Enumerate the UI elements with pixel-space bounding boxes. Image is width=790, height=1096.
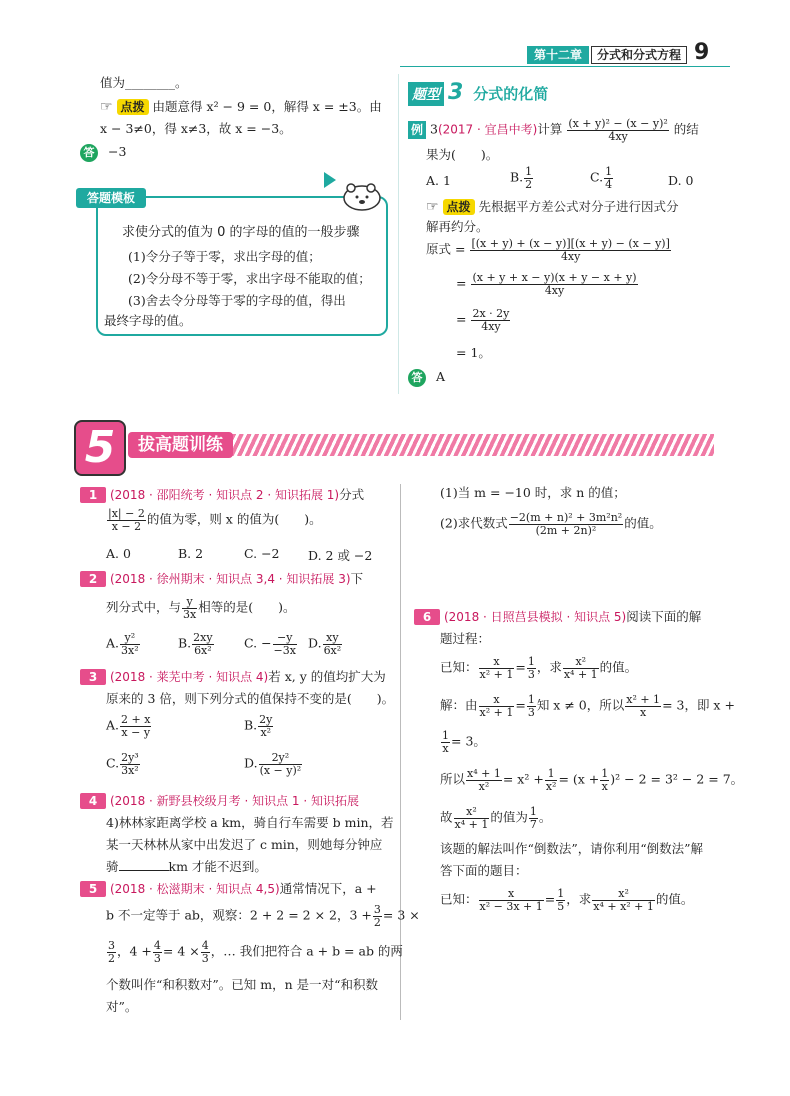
type3-answer-value: A [435, 369, 446, 384]
column-divider-top [398, 74, 399, 394]
example-number: 3 [430, 121, 438, 137]
q6-line-8: 该题的解法叫作“倒数法”，请你利用“倒数法”解 [440, 841, 704, 856]
example-option-d: D. 0 [668, 173, 694, 188]
example-label: 例 [408, 121, 426, 139]
q3-option-b: B. $\frac{2y}{\text{x²}}$ [244, 713, 273, 739]
q6-line-7: 故 $\frac{\text{x²}}{\text{x⁴ + 1}}$ 的值为 $\frac{1}{7}$ 。 [440, 805, 552, 831]
type3-answer-line [408, 368, 445, 387]
q2-option-d: D. $\frac{xy}{\text{6x²}}$ [308, 631, 342, 657]
banner-stripes [224, 434, 714, 456]
example-text: 计算 [537, 121, 563, 137]
q6-line-5: $\frac{1}{x}$ = 3。 [442, 729, 486, 755]
q5-number: 5 [80, 881, 106, 897]
type3-label: 题型 [408, 82, 444, 106]
q6-number: 6 [414, 609, 440, 625]
template-step-1: (1)令分子等于零，求出字母的值； [128, 249, 321, 264]
type3-header [408, 80, 548, 106]
triangle-decoration-icon [322, 170, 338, 193]
answer-badge: 答 [80, 144, 98, 162]
q5-line-2: b 不一定等于 ab，观察：2 + 2 = 2 × 2，3 + $\frac{3}{2}$ = 3 × [106, 903, 420, 929]
section-banner [74, 420, 714, 476]
q3-option-d: D. $\frac{\text{2y²}}{\text{(x − y)²}}$ [244, 751, 302, 777]
q1-source: (2018 · 邵阳统考 · 知识点 2 · 知识拓展 1) [109, 488, 340, 502]
q4-source: (2018 · 新野县校级月考 · 知识点 1 · 知识拓展 [109, 794, 359, 808]
hint-badge: 点拨 [117, 99, 149, 115]
q2-line-1: 2 (2018 · 徐州期末 · 知识点 3,4 · 知识拓展 3)下 [80, 570, 363, 588]
q3-line-2: 原来的 3 倍，则下列分式的值保持不变的是( )。 [106, 691, 395, 706]
pointing-hand-icon: ☞ [426, 199, 439, 215]
example-source: (2017 · 宜昌中考) [437, 122, 538, 137]
q2-line-2: 列分式中，与 $\frac{y}{3x}$ 相等的是( )。 [106, 595, 296, 621]
q2-option-b: B. $\frac{2xy}{\text{6x²}}$ [178, 631, 213, 657]
q4-line-2: 4)林林家距离学校 a km，骑自行车需要 b min，若 [106, 815, 394, 830]
template-step-3: (3)舍去令分母等于零的字母的值，得出 [128, 293, 346, 308]
type3-hint-line-2: 解再约分。 [426, 219, 489, 234]
q4-line-3: 某一天林林从家中出发迟了 c min，则她每分钟应 [106, 837, 383, 852]
header-bar [527, 44, 687, 66]
q1-option-a: A. 0 [106, 546, 131, 561]
q1-option-b: B. 2 [178, 546, 204, 561]
pointing-hand-icon: ☞ [100, 99, 113, 115]
hint-line-1 [100, 98, 382, 116]
q5-source: (2018 · 松滋期末 · 知识点 4,5) [109, 882, 280, 896]
answer-value: −3 [107, 144, 127, 159]
q3-number: 3 [80, 669, 106, 685]
q3-option-a: A. $\frac{2 + x}{x - y}$ [106, 713, 151, 739]
q1-option-c: C. −2 [244, 546, 280, 561]
chapter-label: 第十二章 [527, 46, 589, 64]
q6-line-10: 已知： $\frac{x}{\text{x² − 3x + 1}}$ = $\frac{1}{5}$ ，求 $\frac{\text{x²}}{\text{x⁴ + x² + 1}}$ 的值。 [440, 887, 694, 913]
q4-line-1 [80, 792, 359, 810]
page-number: 9 [694, 40, 710, 65]
example-line-1 [408, 118, 699, 142]
section-title: 拔高题训练 [128, 432, 233, 458]
q2-source: (2018 · 徐州期末 · 知识点 3,4 · 知识拓展 3) [109, 572, 351, 586]
solution-step-1: 原式 = $\frac{[(x + y) + (x - y)][(x + y) - (x - y)]}{4xy}$ [426, 237, 670, 263]
q5-line-4: 个数叫作“和积数对”。已知 m，n 是一对“和积数 [106, 977, 379, 992]
template-step-4: 最终字母的值。 [104, 313, 192, 328]
template-label: 答题模板 [76, 188, 146, 208]
template-step-2: (2)令分母不等于零，求出字母不能取的值； [128, 271, 371, 286]
q6-line-2: 题过程： [440, 631, 491, 646]
header-rule [400, 66, 730, 67]
type3-answer-badge: 答 [408, 369, 426, 387]
example-option-b: B. $\frac{1}{2}$ [510, 165, 533, 191]
solution-step-4: = 1。 [456, 345, 491, 360]
type3-hint-badge: 点拨 [443, 199, 475, 215]
type3-hint-text: 先根据平方差公式对分子进行因式分 [478, 199, 679, 214]
example-option-a: A. 1 [426, 173, 451, 188]
q6-line-3: 已知： $\frac{x}{\text{x² + 1}}$ = $\frac{1}{3}$ ，求 $\frac{\text{x²}}{\text{x⁴ + 1}}$ 的值。 [440, 655, 638, 681]
q2-option-c: C. − $\frac{-y}{-3x}$ [244, 631, 296, 657]
q4-line-4: 骑 km 才能不迟到。 [106, 859, 267, 874]
q1-number: 1 [80, 487, 106, 503]
example-line-2: 果为( )。 [426, 147, 499, 162]
q6-line-1: 6 (2018 · 日照莒县模拟 · 知识点 5)阅读下面的解 [414, 608, 701, 626]
q5-line-5: 对”。 [106, 999, 138, 1014]
q1-option-d: D. 2 或 −2 [308, 548, 373, 563]
q4-number: 4 [80, 793, 106, 809]
q6-source: (2018 · 日照莒县模拟 · 知识点 5) [443, 610, 627, 624]
template-title: 求使分式的值为 0 的字母的值的一般步骤 [122, 225, 360, 240]
answer-line [80, 143, 126, 162]
q2-number: 2 [80, 571, 106, 587]
solution-step-2: = $\frac{(x + y + x - y)(x + y - x + y)}{4xy}$ [456, 271, 637, 297]
q6-line-6: 所以 $\frac{\text{x⁴ + 1}}{\text{x²}}$ = x² + $\frac{1}{\text{x²}}$ = (x + $\frac{1}{x}$ )² − 2 = 3² − 2 = 7。 [440, 767, 744, 793]
example-text-tail: 的结 [673, 121, 699, 137]
q5-line-1: 5 (2018 · 松滋期末 · 知识点 4,5)通常情况下，a + [80, 880, 377, 898]
example-fraction: $\frac{\text{(x + y)² − (x − y)²}}{4xy}$ [568, 117, 668, 143]
type3-number: 3 [447, 80, 464, 105]
q6-line-9: 答下面的题目： [440, 863, 528, 878]
q3-source: (2018 · 莱芜中考 · 知识点 4) [109, 670, 269, 684]
q6-line-4: 解：由 $\frac{x}{\text{x² + 1}}$ = $\frac{1}{3}$ 知 x ≠ 0，所以 $\frac{\text{x² + 1}}{x}$ = 3，即 x + [440, 693, 735, 719]
q2-option-a: A. $\frac{\text{y²}}{\text{3x²}}$ [106, 631, 139, 657]
section-number: 5 [74, 420, 126, 476]
type3-hint-line-1 [426, 198, 679, 216]
q1-line-1: 1 (2018 · 邵阳统考 · 知识点 2 · 知识拓展 1)分式 [80, 486, 364, 504]
hint-text-1: 由题意得 x² − 9 = 0，解得 x = ±3。由 [152, 99, 382, 114]
q3-line-1: 3 (2018 · 莱芜中考 · 知识点 4)若 x, y 的值均扩大为 [80, 668, 386, 686]
solution-step-3: = $\frac{2x \cdot 2y}{4xy}$ [456, 307, 510, 333]
q5-part-1: (1)当 m = −10 时，求 n 的值； [440, 485, 626, 500]
q5-part-2: (2)求代数式 $\frac{\text{−2(m + n)² + 3m²n²}}{\text{(2m + 2n)²}}$ 的值。 [440, 511, 662, 537]
hint-line-2: x − 3≠0，得 x≠3，故 x = −3。 [100, 121, 292, 136]
q4-answer-blank[interactable] [119, 858, 169, 871]
bear-mascot-icon [336, 178, 384, 212]
q1-line-2: $\frac{|x| - 2}{x - 2}$ 的值为零，则 x 的值为( )。 [108, 507, 322, 533]
section-label: 分式和分式方程 [591, 46, 687, 64]
q3-option-c: C. $\frac{\text{2y³}}{\text{3x²}}$ [106, 751, 139, 777]
q5-line-3: $\frac{3}{2}$ ，4 + $\frac{4}{3}$ = 4 × $\frac{4}{3}$ ，… 我们把符合 a + b = ab 的两 [108, 939, 403, 965]
example-option-c: C. $\frac{1}{4}$ [590, 165, 613, 191]
type3-title: 分式的化简 [473, 85, 549, 103]
answer-tail-line: 值为________。 [100, 75, 188, 90]
